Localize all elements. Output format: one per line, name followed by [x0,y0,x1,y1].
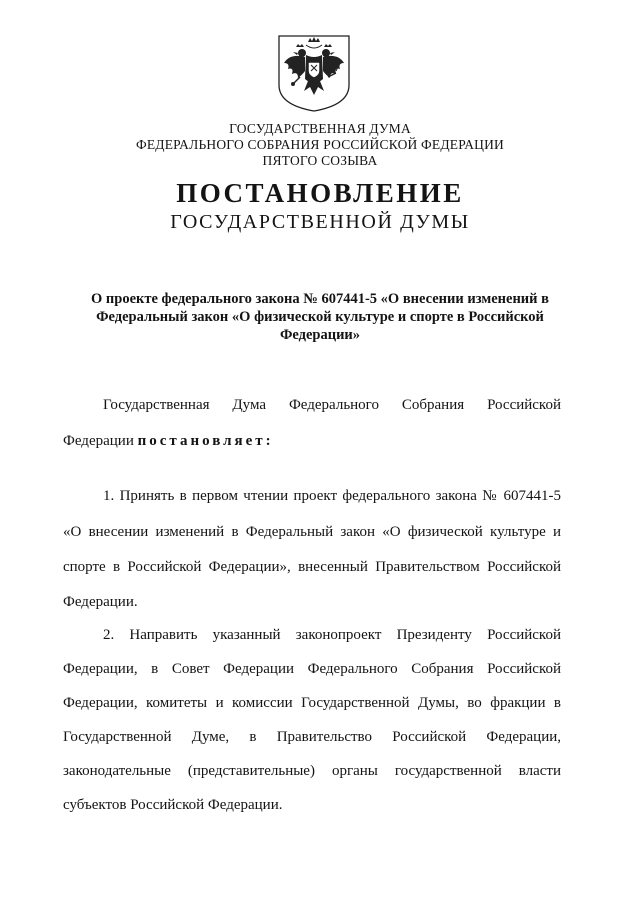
document-subtitle: ГОСУДАРСТВЕННОЙ ДУМЫ [170,211,470,233]
item-2-line-2: Федерации, в Совет Федерации Федерального Собрания Российской [63,661,561,677]
item-1-line-4: Федерации. [63,594,138,610]
preamble-line-2 [63,432,274,450]
item-2-line-5: законодательные (представительные) органы государственной власти [63,763,561,779]
preamble-verb: постановляет: [137,433,274,449]
item-1-line-3: спорте в Российской Федерации», внесенный Правительством Российской [63,559,561,575]
issuer-line-3: ПЯТОГО СОЗЫВА [262,153,378,168]
preamble-line-1: Государственная Дума Федерального Собрания Российской [103,397,561,413]
issuer-line-2: ФЕДЕРАЛЬНОГО СОБРАНИЯ РОССИЙСКОЙ ФЕДЕРАЦИИ [136,137,504,152]
item-2-line-1: 2. Направить указанный законопроект Президенту Российской [103,627,561,643]
preamble-prefix: Федерации [63,433,138,449]
item-2-line-6: субъектов Российской Федерации. [63,797,283,813]
issuer-line-1: ГОСУДАРСТВЕННАЯ ДУМА [229,121,411,136]
document-title: ПОСТАНОВЛЕНИЕ [176,178,464,208]
coat-of-arms-icon [276,33,352,113]
item-1-line-1: 1. Принять в первом чтении проект федерального закона № 607441-5 [103,488,561,504]
document-subject: О проекте федерального закона № 607441-5 «О внесении изменений в Федеральный закон «О физической культуре и спорте в Российской Федерации» [91,291,549,343]
item-2-line-3: Федерации, комитеты и комиссии Государственной Думы, во фракции в [63,695,561,711]
item-1-line-2: «О внесении изменений в Федеральный закон «О физической культуре и [63,524,561,540]
item-2-line-4: Государственной Думе, в Правительство Российской Федерации, [63,729,561,745]
